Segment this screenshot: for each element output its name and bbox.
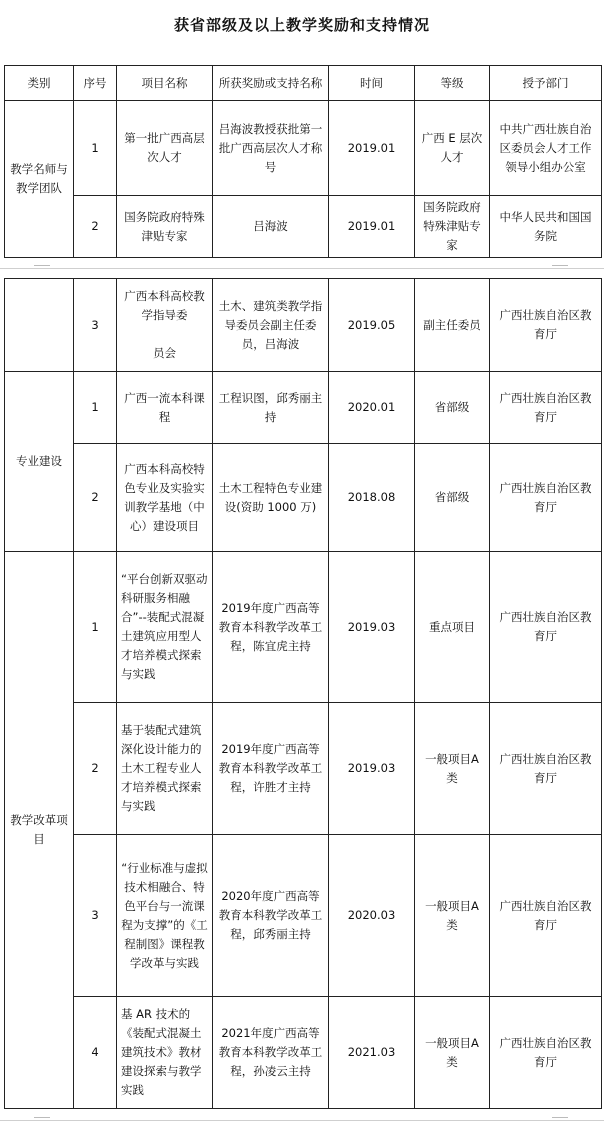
project-name: [117, 279, 213, 372]
table-row: [5, 101, 602, 196]
page-break-1: [0, 263, 604, 275]
table-row: [5, 552, 602, 703]
time-cell: 2018.08: [329, 444, 415, 552]
project-name-line1: 广西本科高校教学指导委: [124, 289, 205, 322]
awards-table-page2: [4, 278, 602, 1109]
time-cell: 2019.03: [329, 703, 415, 835]
header-level: 等级: [415, 66, 490, 101]
page-break-2: [0, 1115, 604, 1127]
category-cell: 专业建设: [5, 372, 74, 552]
row-number: 4: [74, 997, 117, 1109]
row-number: 3: [74, 835, 117, 997]
row-number: 2: [74, 444, 117, 552]
row-number: 2: [74, 196, 117, 258]
time-cell: 2019.03: [329, 552, 415, 703]
project-name: 第一批广西高层次人才: [117, 101, 213, 196]
department-cell: 中共广西壮族自治区委员会人才工作领导小组办公室: [490, 101, 602, 196]
level-cell: 一般项目A 类: [415, 703, 490, 835]
award-name: 吕海波: [213, 196, 329, 258]
awards-table-page1: [4, 65, 602, 258]
project-name: “平台创新双驱动 科研服务相融合”--装配式混凝土建筑应用型人才培养模式探索与实践: [117, 552, 213, 703]
row-number: 1: [74, 552, 117, 703]
project-name: 基 AR 技术的《装配式混凝土建筑技术》教材建设探索与教学实践: [117, 997, 213, 1109]
award-name: 2019年度广西高等教育本科教学改革工程，许胜才主持: [213, 703, 329, 835]
project-name: 广西本科高校特色专业及实验实训教学基地（中心）建设项目: [117, 444, 213, 552]
table-header-row: [5, 66, 602, 101]
row-number: 3: [74, 279, 117, 372]
time-cell: 2020.01: [329, 372, 415, 444]
category-cell: 教学名师与教学团队: [5, 101, 74, 258]
time-cell: 2020.03: [329, 835, 415, 997]
table-row: [5, 997, 602, 1109]
project-name: 国务院政府特殊津贴专家: [117, 196, 213, 258]
level-cell: 国务院政府特殊津贴专家: [415, 196, 490, 258]
row-number: 2: [74, 703, 117, 835]
table-row: [5, 279, 602, 372]
level-cell: 重点项目: [415, 552, 490, 703]
header-category: 类别: [5, 66, 74, 101]
department-cell: 中华人民共和国国务院: [490, 196, 602, 258]
category-cell-continued: [5, 279, 74, 372]
award-name: 土木工程特色专业建设(资助 1000 万): [213, 444, 329, 552]
header-project-name: 项目名称: [117, 66, 213, 101]
award-name: 2020年度广西高等教育本科教学改革工程，邱秀丽主持: [213, 835, 329, 997]
table-row: [5, 372, 602, 444]
category-cell: 教学改革项目: [5, 552, 74, 1109]
department-cell: 广西壮族自治区教育厅: [490, 835, 602, 997]
department-cell: 广西壮族自治区教育厅: [490, 444, 602, 552]
level-cell: 一般项目A 类: [415, 997, 490, 1109]
award-name: 2019年度广西高等教育本科教学改革工程，陈宜虎主持: [213, 552, 329, 703]
document-title: 获省部级及以上教学奖励和支持情况: [173, 16, 430, 34]
award-name: 土木、建筑类教学指导委员会副主任委员，吕海波: [213, 279, 329, 372]
time-cell: 2019.05: [329, 279, 415, 372]
time-cell: 2019.01: [329, 196, 415, 258]
header-time: 时间: [329, 66, 415, 101]
table-row: [5, 444, 602, 552]
level-cell: 广西 E 层次人才: [415, 101, 490, 196]
header-number: 序号: [74, 66, 117, 101]
table-row: [5, 196, 602, 258]
header-department: 授予部门: [490, 66, 602, 101]
project-name: 广西一流本科课程: [117, 372, 213, 444]
department-cell: 广西壮族自治区教育厅: [490, 703, 602, 835]
row-number: 1: [74, 101, 117, 196]
award-name: 工程识图，邱秀丽主持: [213, 372, 329, 444]
department-cell: 广西壮族自治区教育厅: [490, 372, 602, 444]
table-row: [5, 835, 602, 997]
award-name: 吕海波教授获批第一批广西高层次人才称号: [213, 101, 329, 196]
level-cell: 副主任委员: [415, 279, 490, 372]
project-name: “行业标准与虚拟技术相融合、特色平台与一流课程为支撑”的《工程制图》课程教学改革与实践: [117, 835, 213, 997]
time-cell: 2021.03: [329, 997, 415, 1109]
time-cell: 2019.01: [329, 101, 415, 196]
project-name-line2: 员会: [153, 346, 176, 360]
department-cell: 广西壮族自治区教育厅: [490, 279, 602, 372]
header-award-name: 所获奖励或支持名称: [213, 66, 329, 101]
table-row: [5, 703, 602, 835]
level-cell: 省部级: [415, 372, 490, 444]
award-name: 2021年度广西高等教育本科教学改革工程，孙凌云主持: [213, 997, 329, 1109]
project-name: 基于装配式建筑深化设计能力的土木工程专业人才培养模式探索与实践: [117, 703, 213, 835]
level-cell: 一般项目A 类: [415, 835, 490, 997]
row-number: 1: [74, 372, 117, 444]
department-cell: 广西壮族自治区教育厅: [490, 552, 602, 703]
level-cell: 省部级: [415, 444, 490, 552]
department-cell: 广西壮族自治区教育厅: [490, 997, 602, 1109]
